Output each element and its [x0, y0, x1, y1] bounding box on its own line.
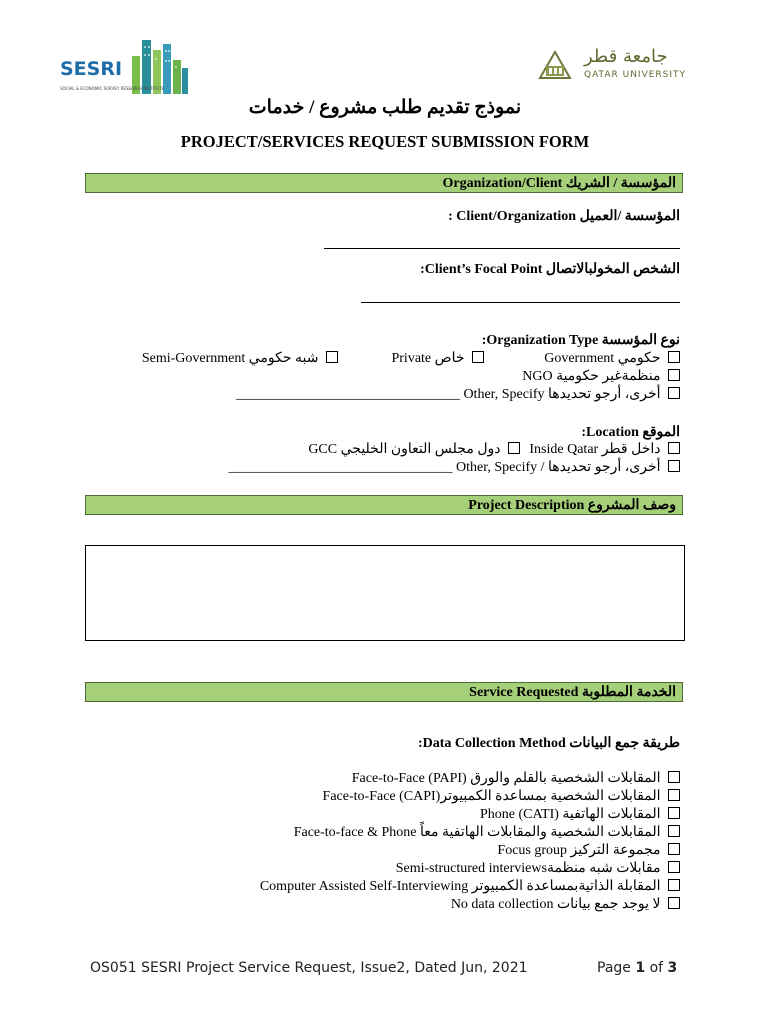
sesri-subtitle: SOCIAL & ECONOMIC SURVEY RESEARCH INSTITUTE: [60, 86, 165, 91]
org-section-heading-bar: [85, 173, 683, 193]
method-option[interactable]: [497, 842, 680, 859]
method-option[interactable]: [323, 788, 680, 805]
method-label: المقابلات الشخصية بالقلم والورق Face-to-Face (PAPI): [351, 771, 661, 786]
method-label: لا يوجد جمع بيانات No data collection: [450, 897, 661, 912]
qatar-university-logo: [538, 46, 688, 82]
method-checkbox[interactable]: [668, 789, 680, 801]
org-section-heading: المؤسسة / الشريك Organization/Client: [442, 176, 676, 191]
government-checkbox[interactable]: [668, 351, 680, 363]
location-other-option[interactable]: [229, 459, 680, 476]
project-description-heading: وصف المشروع Project Description: [468, 498, 676, 513]
method-option[interactable]: [480, 806, 680, 823]
method-checkbox[interactable]: [668, 771, 680, 783]
semi-government-checkbox[interactable]: [326, 351, 338, 363]
method-checkbox[interactable]: [668, 825, 680, 837]
org-other-checkbox[interactable]: [668, 387, 680, 399]
org-type-ngo-option[interactable]: [522, 368, 680, 385]
qu-emblem-icon: [538, 48, 572, 80]
qu-english-name: QATAR UNIVERSITY: [584, 70, 687, 80]
org-type-semi-government-label: شبه حكومي Semi-Government: [141, 351, 319, 366]
method-label: مجموعة التركيز Focus group: [497, 843, 661, 858]
org-type-ngo-label: منظمةغير حكومية NGO: [522, 369, 661, 384]
sesri-logo: [60, 36, 192, 98]
org-type-other-label: أخرى، أرجو تحديدها Other, Specify ________________________________: [235, 387, 661, 402]
location-other-checkbox[interactable]: [668, 460, 680, 472]
method-label: المقابلة الذاتيةبمساعدة الكمبيوتر Computer Assisted Self-Interviewing: [259, 879, 661, 894]
ngo-checkbox[interactable]: [668, 369, 680, 381]
title-english: PROJECT/SERVICES REQUEST SUBMISSION FORM: [180, 132, 590, 151]
method-checkbox[interactable]: [668, 861, 680, 873]
org-type-label: نوع المؤسسة Organization Type:: [481, 333, 680, 348]
page-total: 3: [667, 960, 678, 976]
private-checkbox[interactable]: [472, 351, 484, 363]
method-label: المقابلات الشخصية بمساعدة الكمبيوترFace-to-Face (CAPI): [322, 789, 661, 804]
title-arabic: نموذج تقديم طلب مشروع / خدمات: [248, 97, 522, 118]
sesri-wordmark: SESRI: [60, 58, 123, 80]
page-current: 1: [635, 960, 646, 976]
location-other-label: أخرى، أرجو تحديدها / Other, Specify ________________________________: [228, 460, 661, 475]
method-checkbox[interactable]: [668, 807, 680, 819]
method-option[interactable]: [294, 824, 680, 841]
gcc-checkbox[interactable]: [508, 442, 520, 454]
location-gcc-option[interactable]: [308, 441, 520, 458]
client-organization-label: المؤسسة /العميل Client/Organization :: [448, 209, 680, 224]
method-label: المقابلات الشخصية والمقابلات الهاتفية معاً Face-to-face & Phone: [293, 825, 661, 840]
method-option[interactable]: [396, 860, 680, 877]
location-gcc-label: دول مجلس التعاون الخليجي GCC: [308, 442, 501, 457]
data-collection-label: طريقة جمع البيانات Data Collection Method:: [417, 736, 680, 751]
footer-page-number: [597, 960, 677, 976]
method-label: مقابلات شبه منظمةSemi-structured interviews: [395, 861, 661, 876]
footer-doc-reference: OS051 SESRI Project Service Request, Issue2, Dated Jun, 2021: [90, 960, 528, 976]
org-type-semi-government-option[interactable]: [142, 350, 338, 367]
org-type-government-label: حكومي Government: [544, 351, 661, 366]
method-label: المقابلات الهاتفية Phone (CATI): [479, 807, 661, 822]
focal-point-label: الشخص المخولبالاتصال Client’s Focal Point:: [420, 262, 680, 277]
method-checkbox[interactable]: [668, 843, 680, 855]
location-label: الموقع Location:: [581, 425, 680, 440]
service-requested-heading: الخدمة المطلوبة Service Requested: [469, 685, 676, 700]
location-inside-qatar-label: داخل قطر Inside Qatar: [529, 442, 661, 457]
method-option[interactable]: [352, 770, 680, 787]
focal-point-field[interactable]: [361, 302, 680, 303]
service-requested-heading-bar: [85, 682, 683, 702]
client-organization-field[interactable]: [324, 248, 680, 249]
qu-arabic-name: جامعة قطر: [584, 46, 668, 67]
method-checkbox[interactable]: [668, 897, 680, 909]
project-description-textbox[interactable]: [85, 545, 685, 641]
page-word: Page: [597, 960, 631, 976]
org-type-private-label: خاص Private: [391, 351, 465, 366]
method-checkbox[interactable]: [668, 879, 680, 891]
inside-qatar-checkbox[interactable]: [668, 442, 680, 454]
page-of: of: [649, 960, 664, 976]
org-type-other-option[interactable]: [236, 386, 680, 403]
project-description-heading-bar: [85, 495, 683, 515]
location-inside-qatar-option[interactable]: [529, 441, 680, 458]
method-option[interactable]: [451, 896, 680, 913]
org-type-private-option[interactable]: [391, 350, 484, 367]
method-option[interactable]: [260, 878, 680, 895]
org-type-government-option[interactable]: [544, 350, 680, 367]
